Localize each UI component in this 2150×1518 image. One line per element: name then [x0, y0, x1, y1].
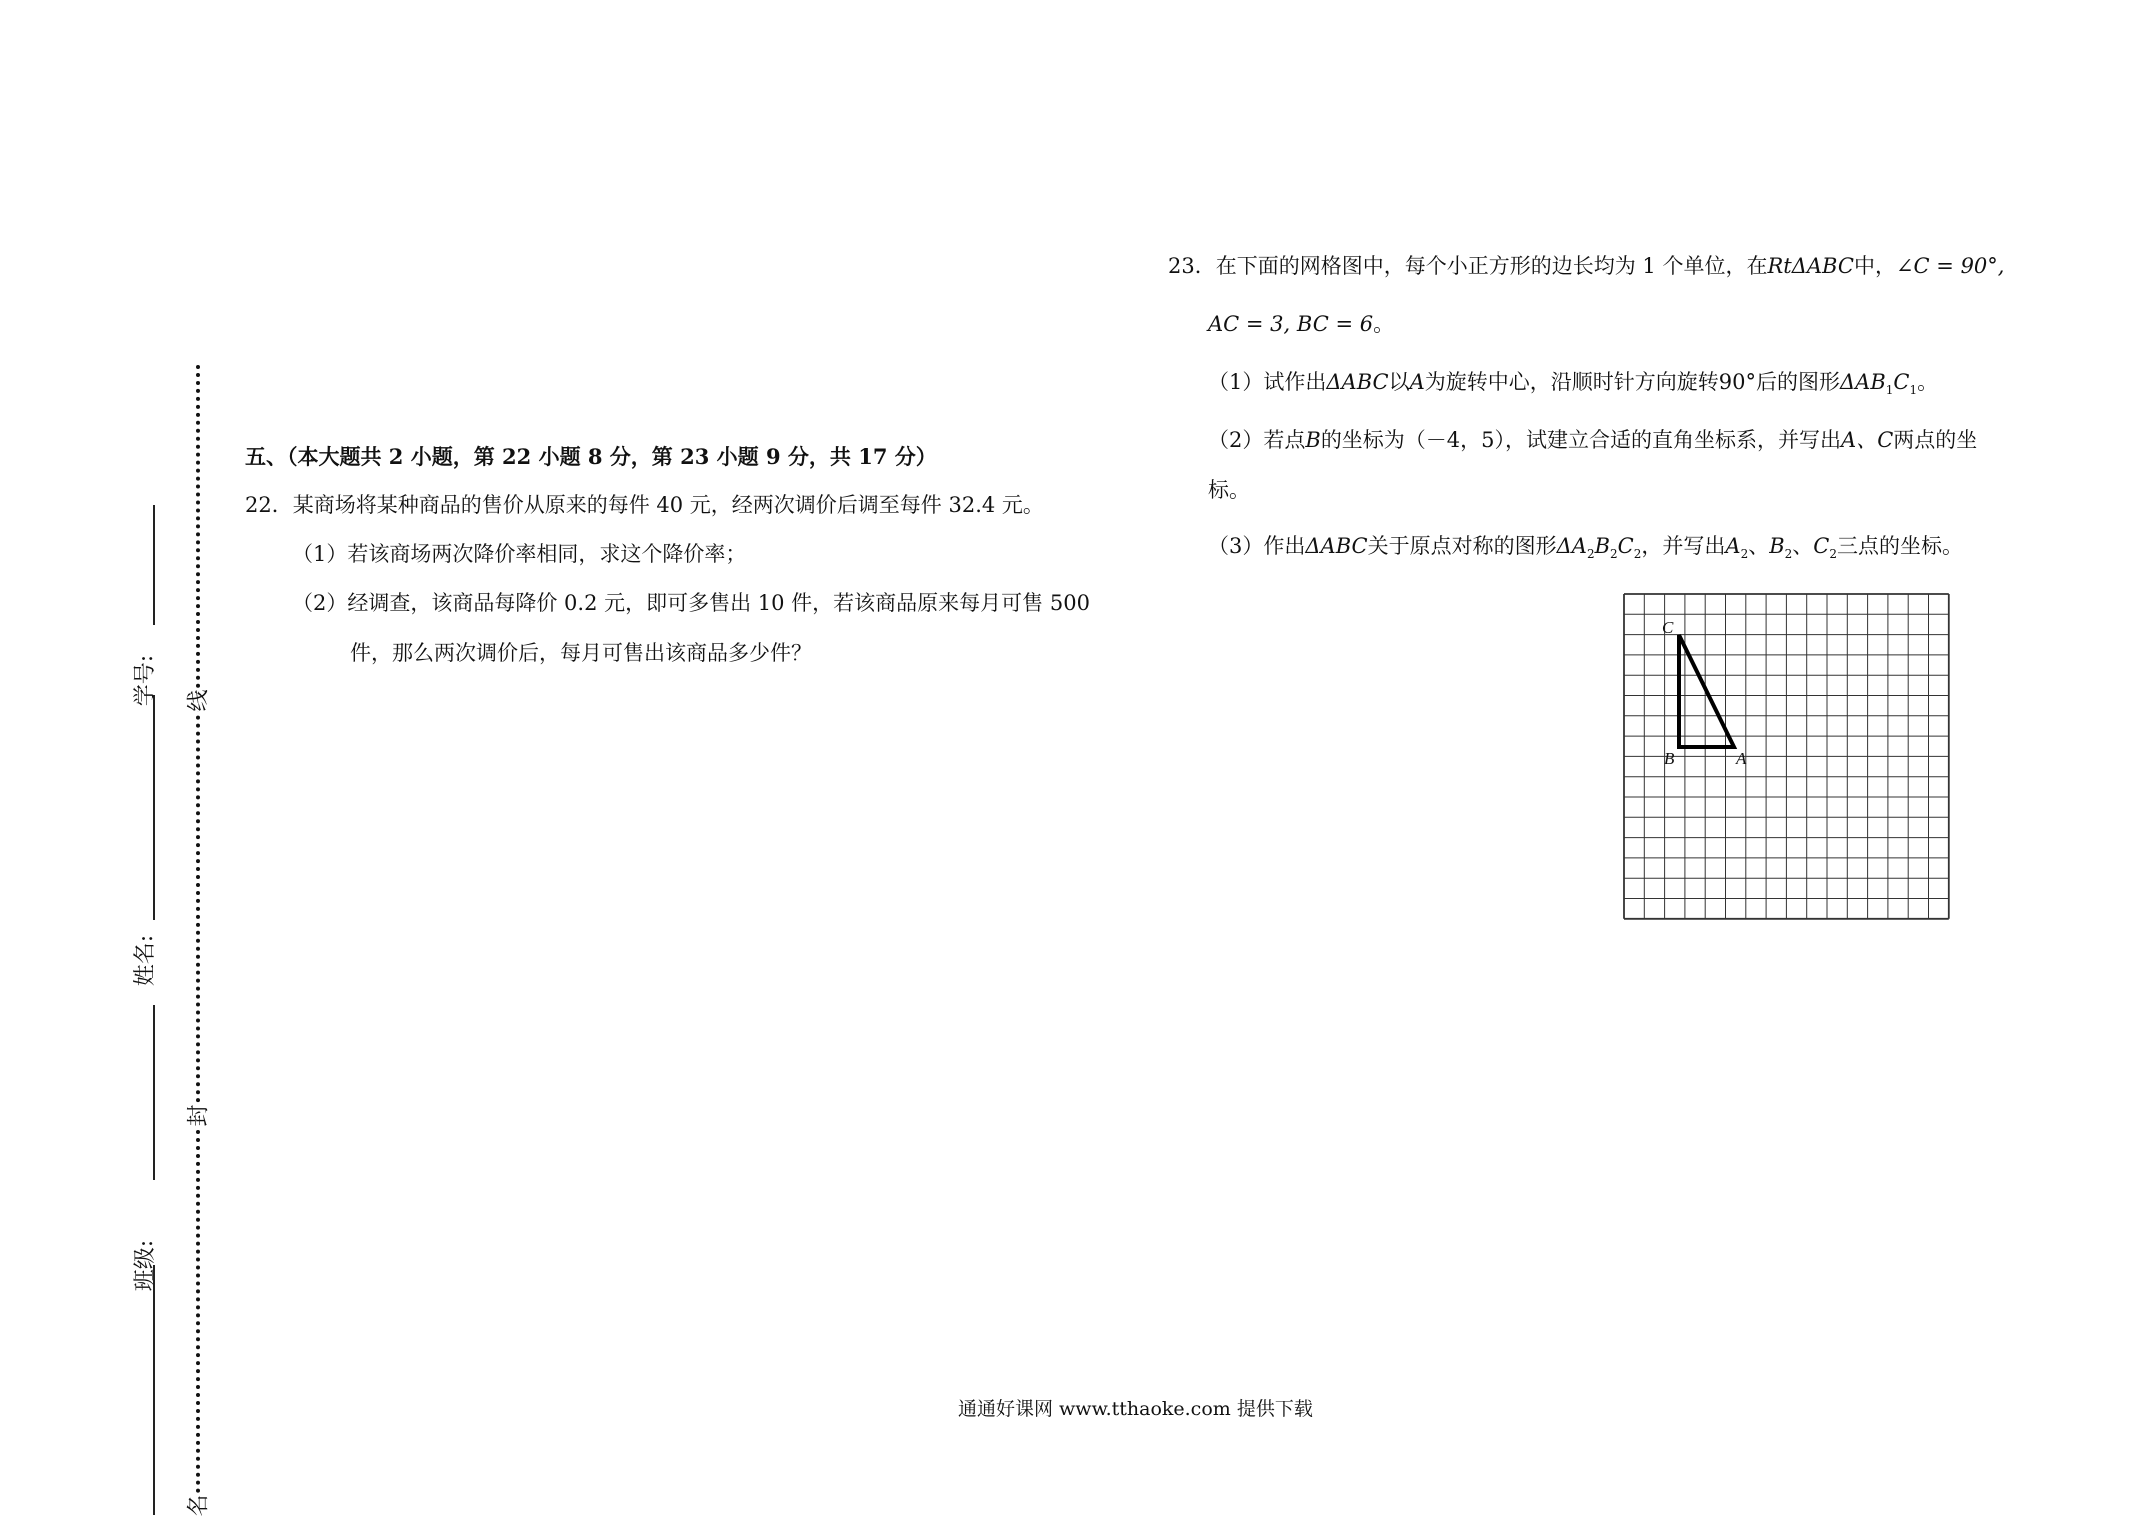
q23-stem-a: 在下面的网格图中，每个小正方形的边长均为 1 个单位，在	[1215, 254, 1768, 278]
q23-part3-res-c: C	[1617, 534, 1634, 558]
q23-stem-b: 中，	[1853, 254, 1896, 278]
q22-stem: 22．某商场将某种商品的售价从原来的每件 40 元，经两次调价后调至每件 32.4 元。	[245, 493, 1044, 517]
q23-part3-res: ΔA	[1556, 534, 1587, 558]
q23-part3-c2-sub: 2	[1829, 547, 1837, 562]
q23-part3-c2: C	[1813, 534, 1830, 558]
q23-part2-pts: A、C	[1841, 428, 1894, 452]
seal-dotted-line	[196, 365, 200, 1518]
section-title: 五、（本大题共 2 小题，第 22 小题 8 分，第 23 小题 9 分，共 17 分）	[245, 444, 937, 469]
q23-part1-pt: A	[1409, 370, 1425, 394]
q23-number: 23．	[1168, 254, 1216, 278]
seal-char-line: 线	[182, 689, 213, 711]
seal-char-bottom: 名	[182, 1494, 213, 1516]
q23-part1-deg: 90°	[1718, 370, 1757, 394]
q23-part1-c: 为旋转中心，沿顺时针方向旋转	[1424, 370, 1719, 394]
q23-part1-sub2: 1	[1909, 383, 1918, 398]
student-no-label: 学号:	[133, 654, 159, 707]
q22-part2-line2: 件，那么两次调价后，每月可售出该商品多少件？	[350, 641, 812, 665]
q23-part3-sub-b: 2	[1610, 547, 1618, 562]
q23-part3-sep1: 、	[1748, 534, 1770, 558]
label-c: C	[1662, 618, 1674, 637]
q23-part1-res2: C	[1893, 370, 1910, 394]
margin-underline-1	[153, 505, 155, 625]
q23-part3-b: 关于原点对称的图形	[1367, 534, 1557, 558]
q23-part3-a: （3）作出	[1208, 534, 1306, 558]
margin-underline-4	[153, 1265, 155, 1515]
q23-part1-tri: ΔABC	[1326, 370, 1389, 394]
q23-part1-end: 。	[1917, 370, 1939, 394]
q23-part3-c: ，并写出	[1641, 534, 1726, 558]
q23-rt: Rt	[1767, 254, 1792, 278]
q23-part2	[1208, 428, 1977, 453]
q23-part1-res: ΔAB	[1840, 370, 1886, 394]
margin-underline-2	[153, 695, 155, 920]
q23-part3-d: 三点的坐标。	[1837, 534, 1963, 558]
q23-part3-tri: ΔABC	[1305, 534, 1368, 558]
q23-part3-b2: B	[1769, 534, 1785, 558]
q23-part1-d: 后的图形	[1756, 370, 1841, 394]
q23-part2-pt: B	[1305, 428, 1321, 452]
q23-part1-sub1: 1	[1885, 383, 1894, 398]
footer-text: 通通好课网 www.tthaoke.com 提供下载	[958, 1398, 1313, 1420]
q23-part2-c: 两点的坐	[1893, 428, 1978, 452]
q23-part3-sub-c: 2	[1633, 547, 1642, 562]
q23-part3	[1208, 534, 1963, 562]
label-b: B	[1664, 749, 1675, 768]
q23-part2-b: 的坐标为（－4，5），试建立合适的直角坐标系，并写出	[1320, 428, 1842, 452]
q23-part3-sep2: 、	[1792, 534, 1814, 558]
q23-part3-b2-sub: 2	[1784, 547, 1793, 562]
class-label: 班级:	[133, 1239, 159, 1292]
q23-part3-sub-a: 2	[1586, 547, 1595, 562]
q23-given-end: 。	[1373, 312, 1395, 336]
q23-angle: ∠C = 90°,	[1895, 254, 2005, 278]
label-a: A	[1736, 749, 1747, 768]
q22-part1: （1）若该商场两次降价率相同，求这个降价率；	[292, 542, 747, 566]
q23-part3-a2: A	[1725, 534, 1741, 558]
q23-part1-a: （1）试作出	[1208, 370, 1327, 394]
margin-underline-3	[153, 1005, 155, 1180]
seal-char-seal: 封	[182, 1104, 213, 1126]
q23-given	[1208, 312, 1394, 337]
q23-triangle: ΔABC	[1791, 254, 1854, 278]
q23-part2-line2: 标。	[1208, 478, 1250, 502]
q23-part2-a: （2）若点	[1208, 428, 1306, 452]
q23-part3-res-b: B	[1594, 534, 1611, 558]
coordinate-grid-figure	[1610, 586, 1960, 922]
q22-part2-line1: （2）经调查，该商品每降价 0.2 元，即可多售出 10 件，若该商品原来每月可售 500	[292, 591, 1090, 615]
q23-part3-a2-sub: 2	[1740, 547, 1749, 562]
q23-part1	[1208, 370, 1938, 398]
q23-given-values: AC = 3, BC = 6	[1208, 312, 1374, 336]
q23-part1-b: 以	[1388, 370, 1410, 394]
name-label: 姓名:	[133, 934, 159, 987]
q23-stem	[1168, 254, 2004, 279]
